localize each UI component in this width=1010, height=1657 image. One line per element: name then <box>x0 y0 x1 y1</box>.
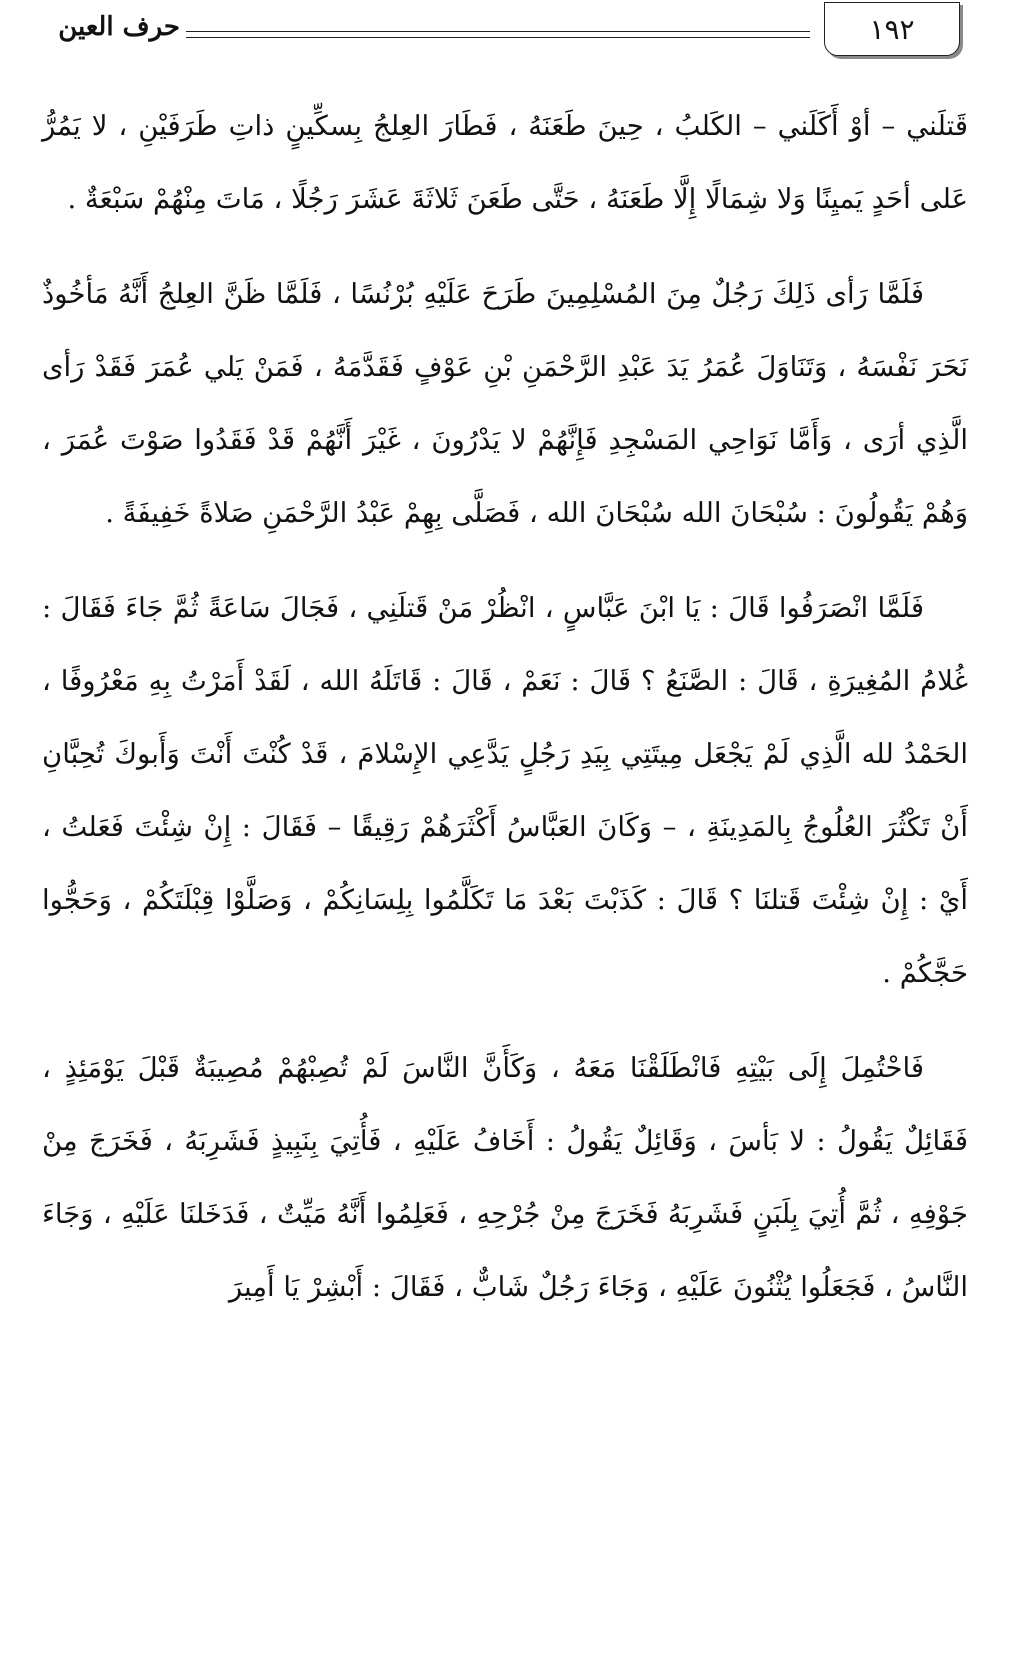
body-text <box>42 90 968 1346</box>
paragraph: فَاحْتُمِلَ إِلَى بَيْتِهِ فَانْطَلَقْنَا مَعَهُ ، وَكَأَنَّ النَّاسَ لَمْ تُصِبْهُمْ مُصِيبَةٌ قَبْلَ يَوْمَئِذٍ ، فَقَائِلٌ يَقُولُ : لا بَأسَ ، وَقَائِلٌ يَقُولُ : أَخَافُ عَلَيْهِ ، فَأُتِيَ بِنَبِيذٍ فَشَرِبَهُ ، فَخَرَجَ مِنْ جَوْفِهِ ، ثُمَّ أُتِيَ بِلَبَنٍ فَشَرِبَهُ فَخَرَجَ مِنْ جُرْحِهِ ، فَعَلِمُوا أَنَّهُ مَيِّتٌ ، فَدَخَلنَا عَلَيْهِ ، وَجَاءَ النَّاسُ ، فَجَعَلُوا يُثْنُونَ عَلَيْهِ ، وَجَاءَ رَجُلٌ شَابٌّ ، فَقَالَ : أَبْشِرْ يَا أَمِيرَ <box>42 1052 968 1303</box>
chapter-title: حرف العين <box>58 12 180 42</box>
paragraph: قَتلَني – أوْ أَكَلَني – الكَلبُ ، حِينَ طَعَنَهُ ، فَطَارَ العِلجُ بِسكِّينٍ ذاتِ طَرَفَيْنِ ، لا يَمُرُّ عَلى أحَدٍ يَميِنًا وَلا شِمَالًا إِلَّا طَعَنَهُ ، حَتَّى طَعَنَ ثَلاثَةَ عَشَرَ رَجُلًا ، مَاتَ مِنْهُمْ سَبْعَةٌ . <box>42 110 968 215</box>
header-double-rule <box>186 31 810 38</box>
paragraph: فَلَمَّا رَأى ذَلِكَ رَجُلٌ مِنَ المُسْلِمِينَ طَرَحَ عَلَيْهِ بُرْنُسًا ، فَلَمَّا ظَنَّ العِلجُ أَنَّهُ مَأخُوذٌ نَحَرَ نَفْسَهُ ، وَتَنَاوَلَ عُمَرُ يَدَ عَبْدِ الرَّحْمَنِ بْنِ عَوْفٍ فَقَدَّمَهُ ، فَمَنْ يَلي عُمَرَ فَقَدْ رَأى الَّذِي أرَى ، وَأَمَّا نَوَاحِي المَسْجِدِ فَإِنَّهُمْ لا يَدْرُونَ ، غَيْرَ أَنَّهُمْ قَدْ فَقَدُوا صَوْتَ عُمَرَ ، وَهُمْ يَقُولُونَ : سُبْحَانَ الله سُبْحَانَ الله ، فَصَلَّى بِهِمْ عَبْدُ الرَّحْمَنِ صَلاةً خَفِيفَةً . <box>42 278 968 529</box>
paragraph: فَلَمَّا انْصَرَفُوا قَالَ : يَا ابْنَ عَبَّاسٍ ، انْظُرْ مَنْ قَتلَنِي ، فَجَالَ سَاعَةً ثُمَّ جَاءَ فَقَالَ : غُلامُ المُغِيرَةِ ، قَالَ : الصَّنَعُ ؟ قَالَ : نَعَمْ ، قَالَ : قَاتَلَهُ الله ، لَقَدْ أَمَرْتُ بِهِ مَعْرُوفًا ، الحَمْدُ لله الَّذِي لَمْ يَجْعَل مِيتَتِي بِيَدِ رَجُلٍ يَدَّعِي الإِسْلامَ ، قَدْ كُنْتَ أَنْتَ وَأَبوكَ تُحِبَّانِ أَنْ تَكْثُرَ العُلُوجُ بِالمَدِينَةِ ، – وَكَانَ العَبَّاسُ أَكْثَرَهُمْ رَقِيقًا – فَقَالَ : إِنْ شِئْتَ فَعَلتُ ، أَيْ : إِنْ شِئْتَ قَتلنَا ؟ قَالَ : كَذَبْتَ بَعْدَ مَا تَكَلَّمُوا بِلِسَانِكُمْ ، وَصَلَّوْا قِبْلَتَكُمْ ، وَحَجُّوا حَجَّكُمْ . <box>42 592 968 989</box>
page-number-text: ١٩٢ <box>869 12 915 46</box>
page-number <box>824 2 960 56</box>
